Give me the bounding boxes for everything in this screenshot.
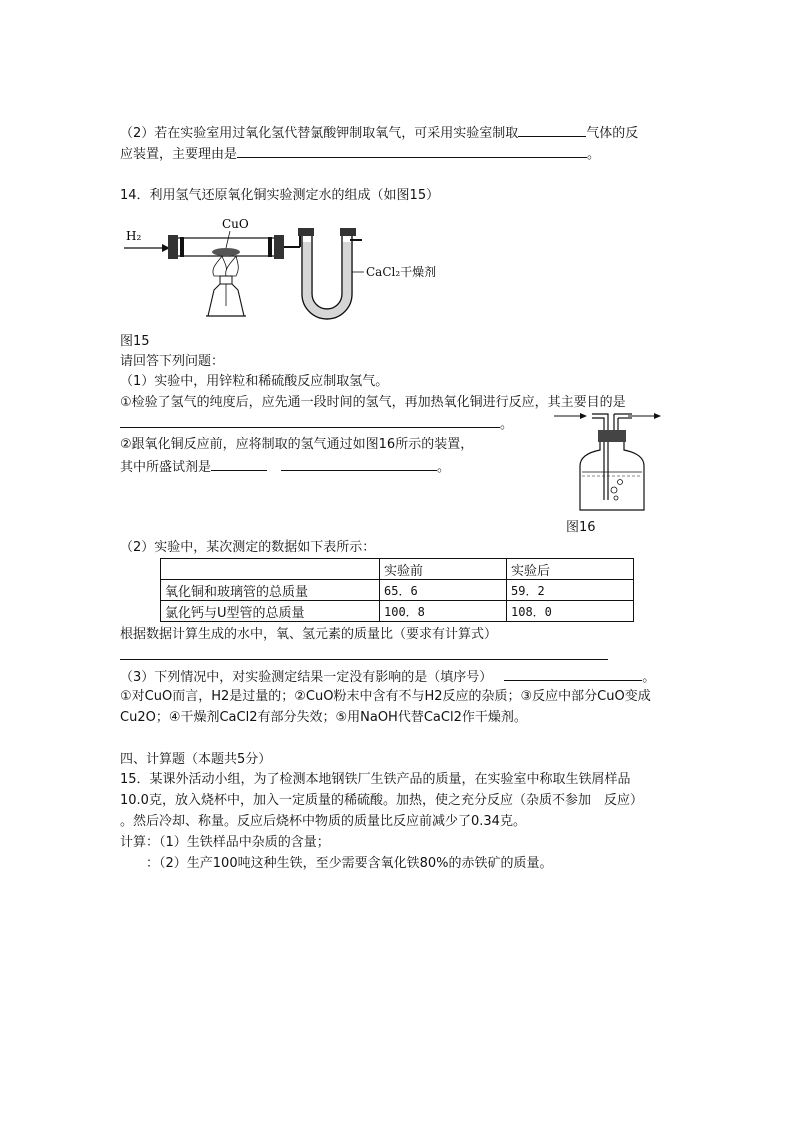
table-cell: 氯化钙与U型管的总质量 xyxy=(161,601,380,622)
table-cell: 108．0 xyxy=(507,601,634,622)
part1-item2-line2: 其中所盛试剂是 。 xyxy=(120,457,450,477)
figure-16-wash-bottle xyxy=(552,410,664,516)
part2-title: （2）实验中，某次测定的数据如下表所示： xyxy=(120,540,376,555)
q13-line2: 应装置，主要理由是 。 xyxy=(120,144,600,164)
calc-1: 计算：（1）生铁样品中杂质的含量； xyxy=(120,835,330,850)
part1-item1-answer: 。 xyxy=(120,414,513,434)
cacl2-label: CaCl₂干燥剂 xyxy=(366,265,437,279)
section4-title: 四、计算题（本题共5分） xyxy=(120,752,272,767)
part3-title: （3）下列情况中，对实验测定结果一定没有影响的是（填序号） 。 xyxy=(120,667,655,687)
answer-blank[interactable] xyxy=(504,667,642,681)
table-row xyxy=(161,580,634,601)
part3-options-line2: Cu2O；④干燥剂CaCl2有部分失效；⑤用NaOH代替CaCl2作干燥剂。 xyxy=(120,710,527,725)
cuo-label: CuO xyxy=(222,217,249,231)
answer-blank[interactable] xyxy=(120,646,608,660)
table-header-cell: 实验后 xyxy=(507,559,634,580)
table-header-cell xyxy=(161,559,380,580)
table-cell: 100．8 xyxy=(380,601,507,622)
figure-15-caption: 图15 xyxy=(120,334,150,349)
answer-blank[interactable] xyxy=(281,457,437,471)
table-header-row xyxy=(161,559,634,580)
data-table xyxy=(160,558,634,622)
h2-label: H₂ xyxy=(126,229,142,243)
figure-16-caption: 图16 xyxy=(566,520,596,535)
part2-answer-line xyxy=(120,646,608,666)
figure-15-apparatus xyxy=(118,210,378,328)
table-header-cell: 实验前 xyxy=(380,559,507,580)
q14-title: 14．利用氢气还原氧化铜实验测定水的组成（如图15） xyxy=(120,188,440,203)
table-cell: 59．2 xyxy=(507,580,634,601)
answer-blank[interactable] xyxy=(120,414,500,428)
table-cell: 氧化铜和玻璃管的总质量 xyxy=(161,580,380,601)
q13-line1: （2）若在实验室用过氧化氢代替氯酸钾制取氧气，可采用实验室制取 气体的反 xyxy=(120,123,638,143)
part3-options-line1: ①对CuO而言，H2是过量的；②CuO粉末中含有不与H2反应的杂质；③反应中部分CuO变成 xyxy=(120,689,651,704)
answer-blank[interactable] xyxy=(211,457,267,471)
q15-line3: 。然后冷却、称量。反应后烧杯中物质的质量比反应前减少了0.34克。 xyxy=(120,814,526,829)
q15-line1: 15．某课外活动小组，为了检测本地钢铁厂生铁产品的质量，在实验室中称取生铁屑样品 xyxy=(120,772,631,787)
table-row xyxy=(161,601,634,622)
calc-2: ：（2）生产100吨这种生铁，至少需要含氧化铁80%的赤铁矿的质量。 xyxy=(146,856,553,871)
part1-title: （1）实验中，用锌粒和稀硫酸反应制取氢气。 xyxy=(120,374,389,389)
part1-item2-line1: ②跟氧化铜反应前，应将制取的氢气通过如图16所示的装置， xyxy=(120,437,474,452)
table-cell: 65．6 xyxy=(380,580,507,601)
part1-item1: ①检验了氢气的纯度后，应先通一段时间的氢气，再加热氧化铜进行反应，其主要目的是 xyxy=(120,395,626,410)
answer-blank[interactable] xyxy=(518,123,586,137)
answer-blank[interactable] xyxy=(237,144,587,158)
q15-line2: 10.0克，放入烧杯中，加入一定质量的稀硫酸。加热，使之充分反应（杂质不参加 反应） xyxy=(120,793,643,808)
prompt-text: 请回答下列问题： xyxy=(120,354,225,369)
part2-question: 根据数据计算生成的水中，氧、氢元素的质量比（要求有计算式） xyxy=(120,627,498,642)
